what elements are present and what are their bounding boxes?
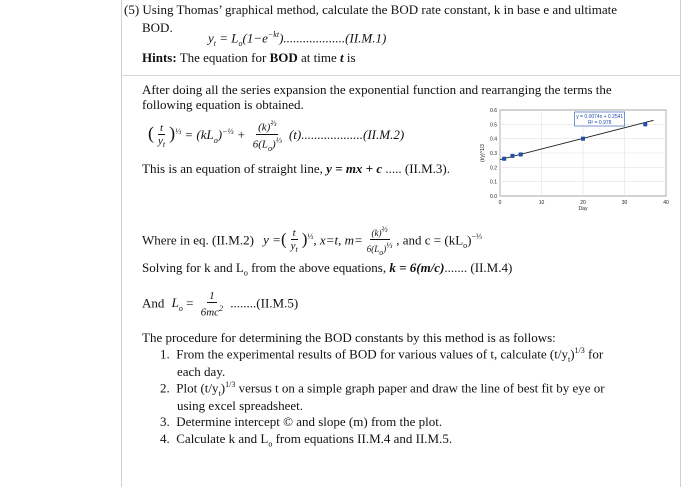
data-point xyxy=(643,122,647,126)
solving-line: Solving for k and $L_o$ from the above equations, k = 6(m/c)....... (II.M.4) xyxy=(142,260,513,278)
and-line: And $L_o$ = $\frac{1}{6mc^2}$ ........(II.M.5) xyxy=(142,290,299,319)
page-left-border xyxy=(121,0,122,487)
data-point xyxy=(510,154,514,158)
x-axis-label: Day xyxy=(578,206,588,212)
question-text-2: BOD. xyxy=(142,20,173,35)
data-point xyxy=(502,157,506,161)
equation-1: $y_t = L_o(1-e^{-kt})...................(II.M.1)$ xyxy=(208,30,387,48)
list-item: 2. Plot $(t/y_t)^{1/3}$ versus t on a simple graph paper and draw the line of best fit by eye or using excel spreadsheet. xyxy=(160,380,605,413)
hints-label: Hints: xyxy=(142,50,177,65)
list-item: 3. Determine intercept © and slope (m) from the plot. xyxy=(160,414,443,429)
x-tick-label: 0 xyxy=(498,200,502,206)
question-line-1 xyxy=(124,2,617,18)
y-tick-label: 0.5 xyxy=(490,122,497,129)
straight-line-sentence: This is an equation of straight line, y = mx + c ..... (II.M.3). xyxy=(142,161,450,176)
paragraph-line-2: following equation is obtained. xyxy=(142,97,304,112)
list-item: 4. Calculate k and $L_o$ from equations II.M.4 and II.M.5. xyxy=(160,431,453,449)
x-tick-label: 20 xyxy=(580,200,586,206)
hints-line: Hints: The equation for BOD at time t is xyxy=(142,50,356,65)
where-line: Where in eq. (II.M.2) y =( $\frac{t}{y_t}$ )$^{\frac{1}{3}}$, x=t, m= $\frac{\text{(k)⅔}}{\text{6(Lo)⅓}}$ , and $c = (kL_o)^{-\frac{1}{3}}$ xyxy=(142,225,483,257)
r-squared-label: R² = 0.978 xyxy=(587,120,612,126)
question-text-1: Using Thomas’ graphical method, calculate the BOD rate constant, k in base e and ultimate xyxy=(142,2,618,17)
bod-chart xyxy=(478,104,678,216)
y-tick-label: 0.2 xyxy=(490,165,497,172)
y-tick-label: 0.0 xyxy=(490,194,497,200)
procedure-steps xyxy=(160,346,605,448)
y-tick-label: 0.1 xyxy=(490,179,497,186)
data-point xyxy=(519,152,523,156)
paragraph-line-1: After doing all the series expansion the exponential function and rearranging the terms the xyxy=(142,82,612,97)
trendline-equation: y = 0.0074x + 0.2541 xyxy=(576,114,624,120)
question-line-2 xyxy=(142,20,173,36)
y-axis-label: (t/y)^1/3 xyxy=(480,144,486,162)
x-tick-label: 40 xyxy=(663,200,669,206)
procedure-intro: The procedure for determining the BOD constants by this method is as follows: xyxy=(142,330,556,345)
y-tick-label: 0.3 xyxy=(490,151,497,157)
section-divider xyxy=(122,75,680,76)
y-tick-label: 0.4 xyxy=(490,136,497,143)
x-tick-label: 10 xyxy=(538,200,545,206)
x-tick-label: 30 xyxy=(621,200,628,206)
data-point xyxy=(581,137,585,141)
equation-2: ( $\frac{t}{y_t}$ )$^{\frac{1}{3}} = (kL_o)^{-\frac{1}{3}}$ + $\frac{(k)^{\frac{2}{3}}}{6(L_o)^{\frac{1}{3}}}$ (t)...................(II.M.2) xyxy=(148,119,405,153)
y-tick-label: 0.6 xyxy=(490,108,497,114)
question-number: (5) xyxy=(124,2,140,17)
page-right-border xyxy=(680,0,681,487)
list-item: 1. From the experimental results of BOD for various values of t, calculate $(t/y_t)^{1/3}$ for each day. xyxy=(160,346,604,379)
